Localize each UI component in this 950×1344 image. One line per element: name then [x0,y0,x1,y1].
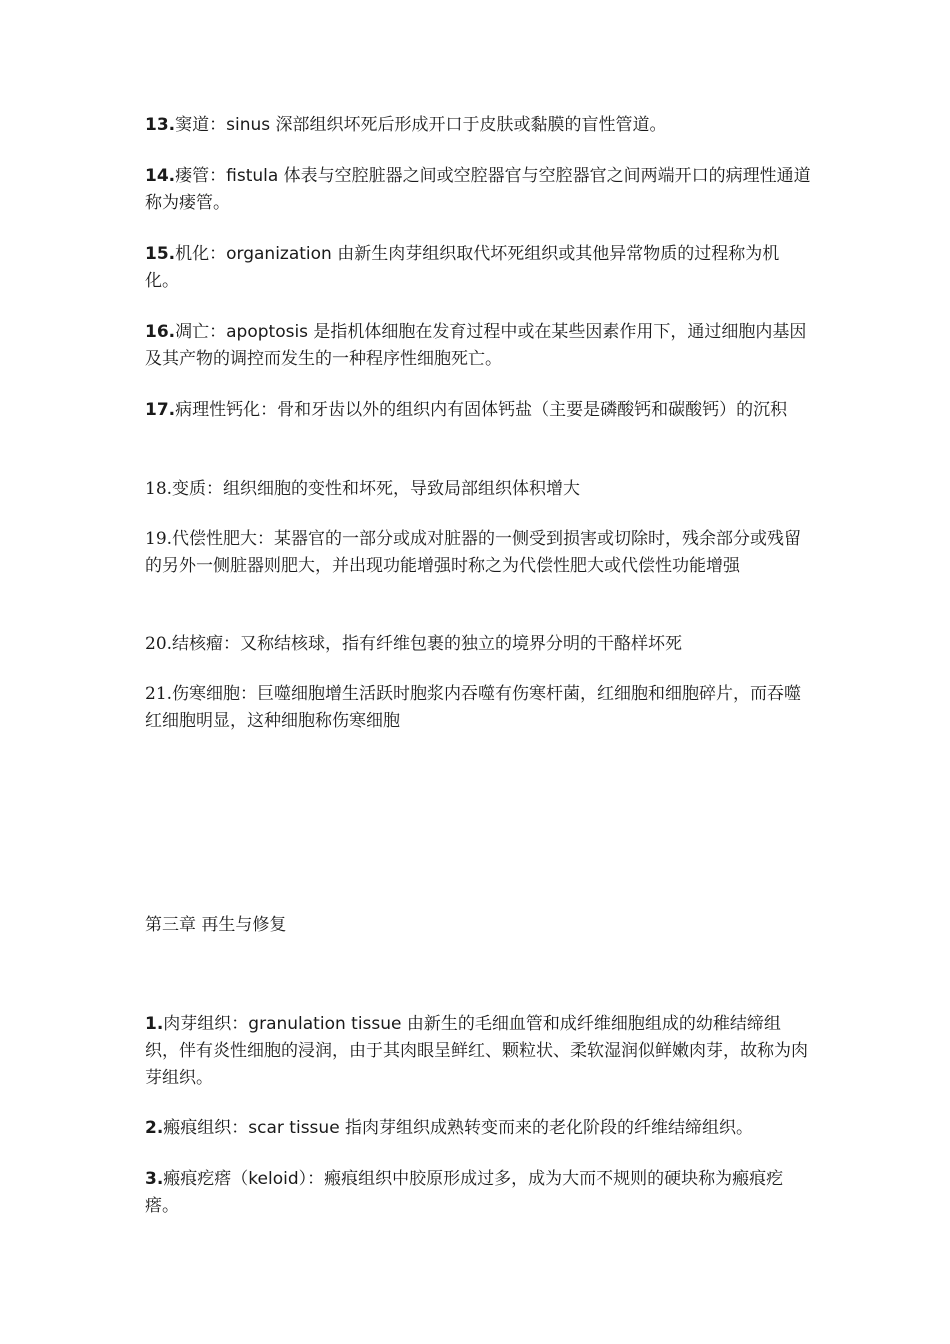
definition-1 [145,1011,813,1092]
english-term: apoptosis [226,322,309,342]
term: 机化： [175,244,227,264]
term: 瘢痕疙瘩（ [163,1169,249,1189]
item-number: 1. [145,1014,164,1034]
item-number: 3. [145,1169,164,1189]
english-term: sinus [226,115,271,135]
english-term: fistula [226,166,279,186]
english-term: granulation tissue [248,1014,402,1034]
definition-text: 变质：组织细胞的变性和坏死，导致局部组织体积增大 [172,479,581,499]
definition-text: 是指机体细胞在发育过程中或在某些因素作用下，通过细胞内基因及其产物的调控而发生的一种程序性细胞死亡。 [145,322,807,369]
definition-20 [145,631,813,658]
definition-text: 体表与空腔脏器之间或空腔器官与空腔器官之间两端开口的病理性通道称为瘘管。 [145,166,811,213]
definition-16 [145,319,813,373]
definition-text: ）：瘢痕组织中胶原形成过多，成为大而不规则的硬块称为瘢痕疙瘩。 [145,1169,784,1216]
term: 窦道： [175,115,227,135]
term: 瘘管： [175,166,227,186]
item-number: 2. [145,1118,164,1138]
definition-19 [145,526,813,580]
item-number: 15. [145,244,176,264]
english-term: scar tissue [248,1118,340,1138]
definition-text: 结核瘤：又称结核球，指有纤维包裹的独立的境界分明的干酪样坏死 [172,634,683,654]
definition-3 [145,1166,813,1220]
definition-17 [145,397,813,424]
definition-18 [145,476,813,503]
definition-text: 由新生的毛细血管和成纤维细胞组成的幼稚结缔组织，伴有炎性细胞的浸润，由于其肉眼呈鲜红、颗粒状、柔软湿润似鲜嫩肉芽，故称为肉芽组织。 [145,1014,808,1088]
item-number: 16. [145,322,176,342]
item-number: 13. [145,115,176,135]
definition-text: 骨和牙齿以外的组织内有固体钙盐（主要是磷酸钙和碳酸钙）的沉积 [277,400,788,420]
definition-13 [145,112,813,139]
english-term: keloid [248,1169,299,1189]
term: 病理性钙化： [175,400,278,420]
item-number: 18. [145,479,173,499]
chapter-title: 第三章 再生与修复 [145,915,287,935]
english-term: organization [226,244,332,264]
item-number: 19. [145,529,173,549]
term: 凋亡： [175,322,227,342]
definition-text: 由新生肉芽组织取代坏死组织或其他异常物质的过程称为机化。 [145,244,780,291]
item-number: 14. [145,166,176,186]
item-number: 17. [145,400,176,420]
definition-2 [145,1115,813,1142]
item-number: 20. [145,634,173,654]
definition-15 [145,241,813,295]
definition-21 [145,681,813,735]
definition-text: 代偿性肥大：某器官的一部分或成对脏器的一侧受到损害或切除时，残余部分或残留的另外一侧脏器则肥大，并出现功能增强时称之为代偿性肥大或代偿性功能增强 [145,529,802,576]
item-number: 21. [145,684,173,704]
definition-text: 指肉芽组织成熟转变而来的老化阶段的纤维结缔组织。 [339,1118,754,1138]
definition-text: 深部组织坏死后形成开口于皮肤或黏膜的盲性管道。 [270,115,667,135]
term: 瘢痕组织： [163,1118,249,1138]
definition-14 [145,163,813,217]
term: 肉芽组织： [163,1014,249,1034]
definition-text: 伤寒细胞：巨噬细胞增生活跃时胞浆内吞噬有伤寒杆菌，红细胞和细胞碎片，而吞噬红细胞明显，这种细胞称伤寒细胞 [145,684,802,731]
